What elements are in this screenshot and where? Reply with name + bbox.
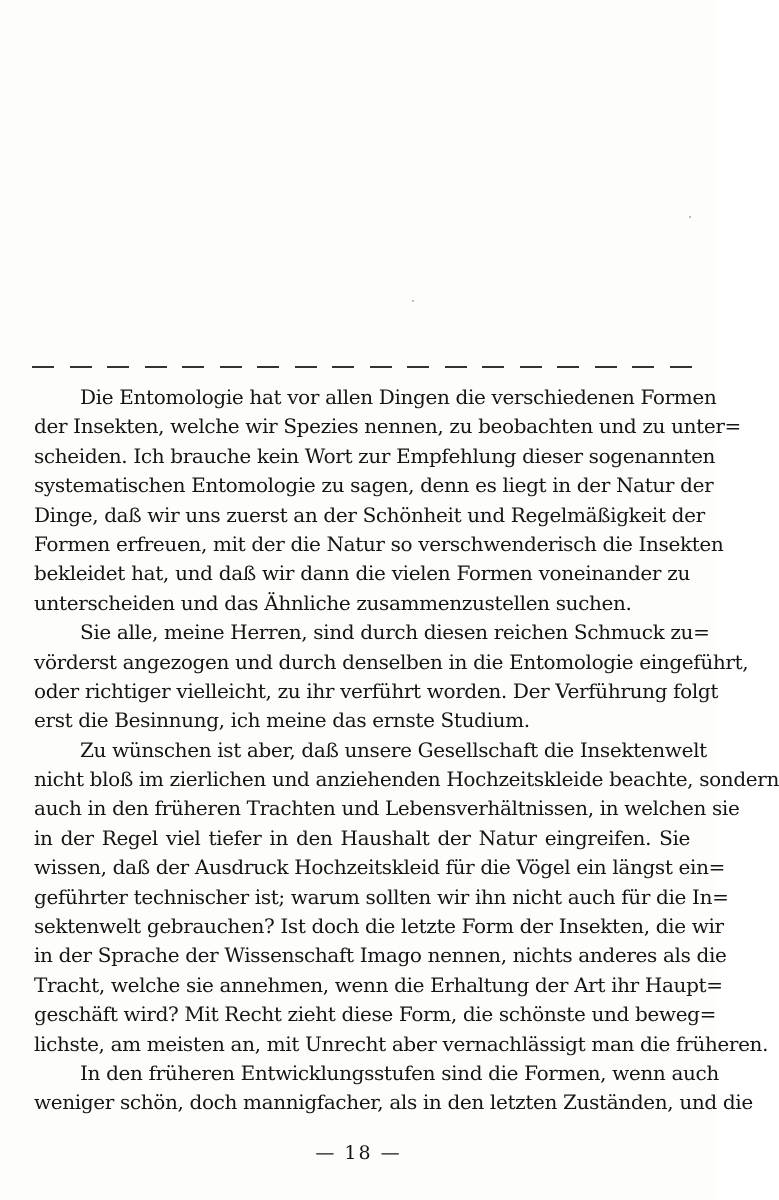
text-line: bekleidet hat, und daß wir dann die vielen Formen voneinander zu — [34, 561, 690, 586]
section-divider — [32, 366, 692, 370]
divider-dash — [295, 366, 317, 368]
divider-dash — [595, 366, 617, 368]
text-line: nicht bloß im zierlichen und anziehenden Hochzeitskleide beachte, sondern — [34, 767, 779, 792]
text-line: oder richtiger vielleicht, zu ihr verführt worden. Der Verführung folgt — [34, 678, 719, 703]
divider-dash — [107, 366, 129, 368]
text-line: geführter technischer ist; warum sollten wir ihn nicht auch für die In= — [34, 884, 729, 909]
text-line: Die Entomologie hat vor allen Dingen die verschiedenen Formen — [80, 385, 717, 409]
text-line: Tracht, welche sie annehmen, wenn die Erhaltung der Art ihr Haupt= — [34, 972, 723, 997]
divider-dash — [670, 366, 692, 368]
text-line: Zu wünschen ist aber, daß unsere Gesellschaft die Insektenwelt — [80, 737, 707, 762]
divider-dash — [257, 366, 279, 368]
text-line: geschäft wird? Mit Recht zieht diese Form, die schönste und beweg= — [34, 1002, 717, 1027]
divider-dash — [445, 366, 467, 368]
text-line: vörderst angezogen und durch denselben in die Entomologie eingeführt, — [34, 649, 749, 674]
text-line: scheiden. Ich brauche kein Wort zur Empfehlung dieser sogenannten — [34, 443, 716, 468]
text-line: in der Regel viel tiefer in den Haushalt der Natur eingreifen. Sie — [34, 825, 690, 850]
divider-dash — [32, 366, 54, 368]
page-number: — 18 — — [315, 1142, 402, 1164]
divider-dash — [482, 366, 504, 368]
divider-dash — [632, 366, 654, 368]
paper-speck — [412, 300, 414, 302]
divider-dash — [182, 366, 204, 368]
text-line: in der Sprache der Wissenschaft Imago nennen, nichts anderes als die — [34, 943, 727, 968]
text-line: auch in den früheren Trachten und Lebensverhältnissen, in welchen sie — [34, 796, 740, 821]
paper-speck — [689, 216, 691, 218]
text-line: der Insekten, welche wir Spezies nennen, zu beobachten und zu unter= — [34, 414, 741, 439]
text-line: weniger schön, doch mannigfacher, als in den letzten Zuständen, und die — [34, 1090, 753, 1115]
text-line: unterscheiden und das Ähnliche zusammenzustellen suchen. — [34, 590, 632, 615]
text-line: systematischen Entomologie zu sagen, denn es liegt in der Natur der — [34, 473, 714, 498]
text-line: Dinge, daß wir uns zuerst an der Schönheit und Regelmäßigkeit der — [34, 502, 705, 527]
text-line: sektenwelt gebrauchen? Ist doch die letzte Form der Insekten, die wir — [34, 914, 724, 939]
divider-dash — [370, 366, 392, 368]
divider-dash — [557, 366, 579, 368]
text-line: Sie alle, meine Herren, sind durch diesen reichen Schmuck zu= — [80, 620, 710, 645]
text-line: lichste, am meisten an, mit Unrecht aber vernachlässigt man die früheren. — [34, 1031, 769, 1056]
text-line: wissen, daß der Ausdruck Hochzeitskleid für die Vögel ein längst ein= — [34, 855, 726, 880]
divider-dash — [332, 366, 354, 368]
text-line: In den früheren Entwicklungsstufen sind die Formen, wenn auch — [80, 1060, 719, 1085]
divider-dash — [520, 366, 542, 368]
text-line: erst die Besinnung, ich meine das ernste Studium. — [34, 708, 530, 733]
divider-dash — [407, 366, 429, 368]
text-line: Formen erfreuen, mit der die Natur so verschwenderisch die Insekten — [34, 531, 724, 556]
divider-dash — [220, 366, 242, 368]
divider-dash — [70, 366, 92, 368]
divider-dash — [145, 366, 167, 368]
body-text — [34, 383, 779, 1118]
